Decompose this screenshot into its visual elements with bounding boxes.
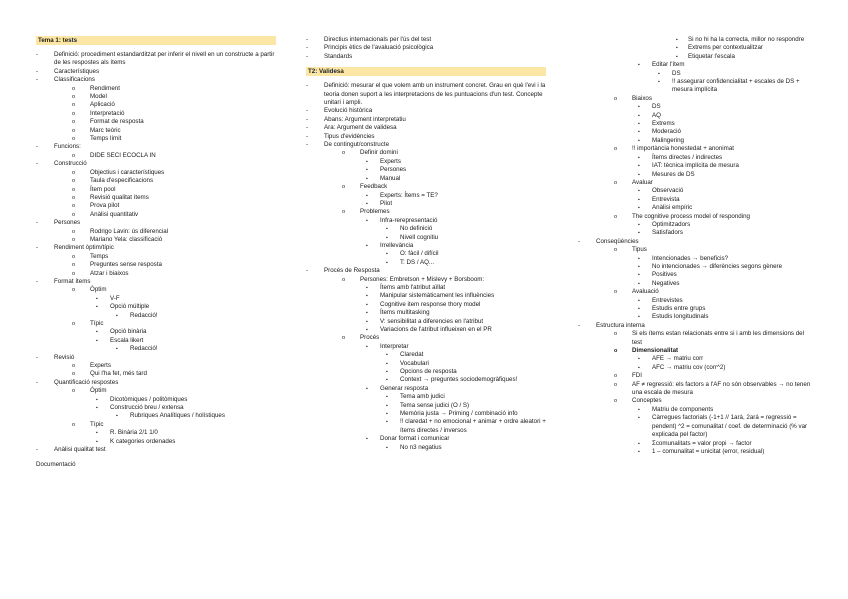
outline-item: ▪ 1 – comunalitat = unicitat (error, residual)	[578, 448, 814, 456]
outline-item: - Funcions:	[36, 143, 276, 151]
outline-item: ▪ Satisfadors	[578, 229, 814, 237]
outline-item: - Abans: Argument interpretatiu	[306, 116, 546, 124]
outline-list	[306, 36, 546, 61]
outline-item: ▪ Escala likert	[36, 337, 276, 345]
outline-item: o FDI	[578, 372, 814, 380]
outline-item: ▪ Entrevista	[578, 196, 814, 204]
outline-item: ▪ AQ	[578, 112, 814, 120]
outline-item: o Mariano Yela: classificació	[36, 236, 276, 244]
outline-item: ▪ Context → preguntes sociodemogràfiques!	[306, 376, 546, 384]
outline-item: - Procés de Resposta	[306, 267, 546, 275]
outline-item: ▪ Claredat	[306, 351, 546, 359]
outline-item: ▪ Mesures de DS	[578, 171, 814, 179]
outline-item: o DIDE SECI ECOCLA IN	[36, 152, 276, 160]
outline-item: ▪ Σcomunalitats = valor propi → factor	[578, 440, 814, 448]
outline-item: o Objectius i característiques	[36, 169, 276, 177]
outline-item: - Característiques	[36, 68, 276, 76]
outline-item: ▪ Redacció!	[36, 345, 276, 353]
outline-item: - Evolució històrica	[306, 107, 546, 115]
outline-item: o Òptim	[36, 286, 276, 294]
outline-item: o Rodrigo Lavin: ús diferencial	[36, 228, 276, 236]
outline-item: - Ara: Argument de validesa	[306, 124, 546, 132]
outline-item: - Rendiment òptim/típic	[36, 244, 276, 252]
outline-item: ▪ Pilot	[306, 200, 546, 208]
outline-item: ▪ Extrems per contextualitzar	[578, 44, 814, 52]
outline-item: ▪ !! assegurar confidencialitat + escales de DS + mesura implícita	[578, 78, 814, 95]
outline-item: ▪ Donar format i comunicar	[306, 435, 546, 443]
outline-item: o Model	[36, 93, 276, 101]
outline-item: ▪ Estudis entre grups	[578, 305, 814, 313]
outline-item: ▪ Rubriques Analítiques / holístiques	[36, 412, 276, 420]
outline-list	[36, 51, 276, 455]
outline-item: ▪ Càrregues factorials (-1+1 // 1ará, 2ará = regressió = pendent) ^2 = comunalitat / coef. de determinació (% var explicada pel factor)	[578, 414, 814, 439]
outline-item: ▪ No n3 negatius	[306, 444, 546, 452]
outline-item: o Temps	[36, 253, 276, 261]
outline-item: ▪ Redacció!	[36, 312, 276, 320]
outline-item: ▪ Si no hi ha la correcta, millor no respondre	[578, 36, 814, 44]
outline-item: ▪ Dicotòmiques / politòmiques	[36, 396, 276, 404]
outline-item: ▪ Etiquetar l'escala	[578, 53, 814, 61]
outline-item: ▪ AFE → matriu corr	[578, 355, 814, 363]
outline-item: ▪ Ítems directes / indirectes	[578, 154, 814, 162]
outline-item: o Qui l'ha fet, més tard	[36, 370, 276, 378]
outline-item: ▪ Experts: Ítems = TE?	[306, 192, 546, 200]
outline-item: ▪ Cognitive item response thory model	[306, 301, 546, 309]
outline-item: ▪ Extrems	[578, 120, 814, 128]
outline-item: ▪ Estudis longitudinals	[578, 313, 814, 321]
outline-item: o Interpretació	[36, 110, 276, 118]
outline-item: o Aplicació	[36, 101, 276, 109]
outline-item: ▪ Matriu de components	[578, 406, 814, 414]
outline-item: - Anàlisi qualitat test	[36, 446, 276, 454]
outline-item: ▪ Opció binària	[36, 328, 276, 336]
outline-item: ▪ AFC → matriu cov (corr^2)	[578, 364, 814, 372]
outline-item: - Estructura interna	[578, 322, 814, 330]
outline-item: o Definir domini	[306, 149, 546, 157]
outline-item: ▪ Irrellevància	[306, 242, 546, 250]
outline-item: ▪ Moderació	[578, 128, 814, 136]
outline-item: o Procés	[306, 334, 546, 342]
outline-item: - Classificacions	[36, 76, 276, 84]
outline-item: ▪ V: sensibilitat a diferencies en l'atribut	[306, 318, 546, 326]
outline-item: o Si els ítems estan relacionats entre si i amb les dimensions del test	[578, 330, 814, 347]
outline-item: o Feedback	[306, 183, 546, 191]
outline-item: ▪ IAT: tècnica implícita de mesura	[578, 162, 814, 170]
outline-item: o Avaluació	[578, 288, 814, 296]
outline-list	[578, 36, 814, 456]
outline-item: ▪ Ítems multitasking	[306, 309, 546, 317]
outline-item: o Revisió qualitat ítems	[36, 194, 276, 202]
outline-item: ▪ No intencionades → diferències segons gènere	[578, 263, 814, 271]
column-2	[306, 36, 546, 452]
outline-item: o Rendiment	[36, 85, 276, 93]
outline-item: o !! importància honestedat + anonimat	[578, 145, 814, 153]
outline-item: ▪ Positives	[578, 271, 814, 279]
outline-item: ▪ Infra-rerepresentació	[306, 217, 546, 225]
outline-item: - Definició: mesurar el que volem amb un instrument concret. Grau en què l'evi i la teoria donen suport a les interpretacions de les puntuacions d'un test. Concepte unitari i ampli.	[306, 82, 546, 107]
outline-item: - Construcció	[36, 160, 276, 168]
outline-item: ▪ R. Binària 2/1 1/0	[36, 429, 276, 437]
outline-item: ▪ Manual	[306, 175, 546, 183]
outline-item: - Standards	[306, 53, 546, 61]
outline-item: ▪ Experts	[306, 158, 546, 166]
outline-item: ▪ K categories ordenades	[36, 438, 276, 446]
outline-item: ▪ !! claredat + no emocional + animar + ordre aleatori + ítems directes / inversos	[306, 418, 546, 435]
outline-item: o Ítem pool	[36, 186, 276, 194]
outline-item: ▪ Opcions de resposta	[306, 368, 546, 376]
column-1	[36, 36, 276, 469]
outline-list	[306, 82, 546, 452]
outline-item: o Temps límit	[36, 135, 276, 143]
outline-item: ▪ Opció múltiple	[36, 303, 276, 311]
outline-item: - De contingut/constructe	[306, 141, 546, 149]
outline-item: ▪ O: fàcil / difícil	[306, 250, 546, 258]
outline-item: ▪ V-F	[36, 295, 276, 303]
column-3	[578, 36, 814, 456]
outline-item: o Preguntes sense resposta	[36, 261, 276, 269]
outline-item: o The cognitive process model of responding	[578, 213, 814, 221]
outline-item: ▪ Malingering	[578, 137, 814, 145]
outline-item: o Dimensionalitat	[578, 347, 814, 355]
outline-item: ▪ Construcció breu / extensa	[36, 404, 276, 412]
outline-item: o Format de resposta	[36, 118, 276, 126]
outline-item: o Òptim	[36, 387, 276, 395]
outline-item: ▪ DS	[578, 103, 814, 111]
outline-item: ▪ Intencionades → beneficis?	[578, 255, 814, 263]
outline-item: - Directius internacionals per l'ús del test	[306, 36, 546, 44]
outline-item: o Taula d'especificacions	[36, 177, 276, 185]
outline-item: - Format ítems	[36, 278, 276, 286]
outline-item: o Problemes	[306, 208, 546, 216]
outline-item: o Típic	[36, 421, 276, 429]
outline-item: o Conceptes	[578, 397, 814, 405]
outline-item: ▪ Vocabulari	[306, 360, 546, 368]
section-heading: Tema 1: tests	[36, 36, 276, 45]
section-heading: T2: Validesa	[306, 67, 546, 76]
outline-item: ▪ Ítems amb l'atribut aïllat	[306, 284, 546, 292]
outline-item: - Definició: procediment estandarditzat per inferir el nivell en un constructe a partir de les respostes als ítems	[36, 51, 276, 68]
outline-item: o Experts	[36, 362, 276, 370]
outline-item: o Persones: Embretson + Mislevy + Borsboom:	[306, 276, 546, 284]
outline-item: ▪ Observació	[578, 187, 814, 195]
outline-item: o Prova pilot	[36, 202, 276, 210]
outline-item: - Revisió	[36, 354, 276, 362]
footer-label: Documentació	[36, 460, 76, 468]
outline-item: ▪ Optimitzadors	[578, 221, 814, 229]
outline-item: o Marc teòric	[36, 127, 276, 135]
outline-item: o Atzar i biaixos	[36, 270, 276, 278]
outline-item: ▪ DS	[578, 70, 814, 78]
outline-item: o AF ≠ regressió: els factors a l'AF no són observables → no tenen una escala de mesura	[578, 381, 814, 398]
outline-item: ▪ Variacions de l'atribut influeixen en el PR	[306, 326, 546, 334]
outline-item: ▪ No definició	[306, 225, 546, 233]
outline-item: ▪ Manipular sistemàticament les influències	[306, 292, 546, 300]
outline-item: ▪ Tema amb judici	[306, 393, 546, 401]
outline-item: ▪ Editar l'ítem	[578, 61, 814, 69]
outline-item: ▪ Interpretar	[306, 343, 546, 351]
outline-item: o Avaluar	[578, 179, 814, 187]
outline-item: - Persones	[36, 219, 276, 227]
outline-item: - Conseqüències	[578, 238, 814, 246]
outline-item: ▪ Generar resposta	[306, 385, 546, 393]
outline-item: o Anàlisi quantitativ	[36, 211, 276, 219]
outline-item: o Biaixos	[578, 95, 814, 103]
outline-item: ▪ Negatives	[578, 280, 814, 288]
outline-item: - Quantificació respostes	[36, 379, 276, 387]
outline-item: o Típic	[36, 320, 276, 328]
outline-item: ▪ Anàlisi empíric	[578, 204, 814, 212]
outline-item: o Tipus	[578, 246, 814, 254]
outline-item: - Tipus d'evidències	[306, 133, 546, 141]
outline-item: ▪ Entrevistes	[578, 297, 814, 305]
outline-item: ▪ Memòria justa → Priming / combinació info	[306, 410, 546, 418]
outline-item: ▪ Tema sense judici (O / S)	[306, 402, 546, 410]
outline-item: ▪ Persones	[306, 166, 546, 174]
outline-item: ▪ Nivell cognitiu	[306, 234, 546, 242]
outline-item: ▪ T: DS / AQ...	[306, 259, 546, 267]
outline-item: - Principis ètics de l'avaluació psicològica	[306, 44, 546, 52]
